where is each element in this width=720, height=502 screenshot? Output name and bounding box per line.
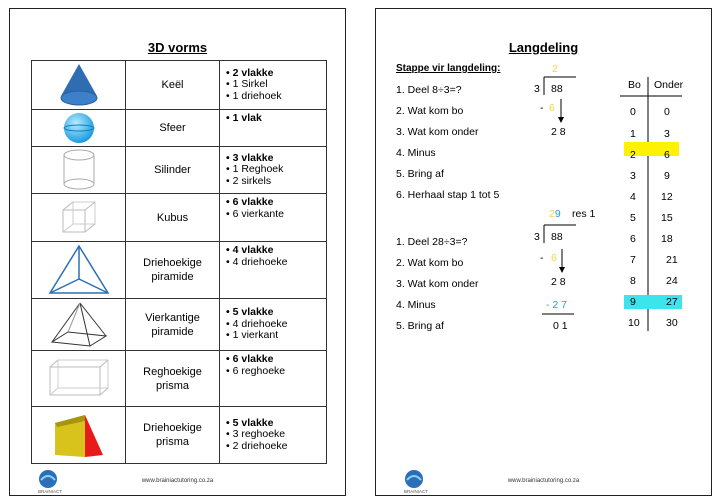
property-item: • 5 vlakke	[226, 418, 326, 430]
property-item: • 1 Sirkel	[226, 79, 326, 91]
property-item: • 4 driehoeke	[226, 319, 326, 331]
quotient	[549, 208, 561, 220]
square-pyramid-icon	[32, 299, 126, 351]
property-item: • 6 reghoeke	[226, 366, 326, 378]
subtraction-line	[542, 312, 576, 316]
shape-properties	[220, 61, 327, 110]
property-item: • 3 reghoeke	[226, 429, 326, 441]
minus-sign: -	[540, 102, 544, 114]
bo-value: 0	[630, 106, 636, 118]
logo-text: BRAINIACT	[404, 489, 429, 494]
page-title: Langdeling	[508, 40, 579, 55]
step-item: 6. Herhaal stap 1 tot 5	[396, 189, 500, 201]
property-item: • 2 vlakke	[226, 68, 326, 80]
step-item: 2. Wat kom bo	[396, 257, 464, 269]
shape-properties	[220, 194, 327, 242]
bo-value: 5	[630, 212, 636, 224]
cube-icon	[32, 194, 126, 242]
bo-value: 6	[630, 233, 636, 245]
onder-value: 27	[666, 296, 678, 308]
onder-value: 3	[664, 128, 670, 140]
right-worksheet	[375, 8, 712, 496]
page-title: 3D vorms	[147, 40, 208, 55]
shape-properties	[220, 242, 327, 299]
result-value: 0 1	[553, 320, 568, 332]
property-item: • 1 driehoek	[226, 91, 326, 103]
triangular-pyramid-icon	[32, 242, 126, 299]
divisor: 3	[534, 83, 540, 95]
bo-value: 3	[630, 170, 636, 182]
step-item: 4. Minus	[396, 299, 436, 311]
footer-url: www.brainiactutoring.co.za	[507, 478, 580, 484]
property-item: • 6 vierkante	[226, 209, 326, 221]
table-row	[32, 61, 327, 110]
minus-sign: -	[540, 252, 544, 264]
bo-value: 8	[630, 275, 636, 287]
subtract-value: 6	[551, 252, 557, 264]
step-item: 2. Wat kom bo	[396, 105, 464, 117]
bo-value: 1	[630, 128, 636, 140]
bo-value: 10	[628, 317, 640, 329]
shape-name: Kubus	[126, 194, 220, 242]
quotient-digit: 2	[552, 63, 558, 75]
bo-value: 9	[630, 296, 636, 308]
remainder: res 1	[572, 208, 596, 220]
onder-value: 12	[661, 191, 673, 203]
shape-properties	[220, 407, 327, 464]
property-item: • 1 vlak	[226, 113, 326, 125]
rectangular-prism-icon	[32, 351, 126, 407]
shape-properties	[220, 351, 327, 407]
step-item: 5. Bring af	[396, 168, 444, 180]
triangular-prism-icon	[32, 407, 126, 464]
column-header-onder: Onder	[654, 79, 684, 91]
divisor: 3	[534, 231, 540, 243]
onder-value: 24	[666, 275, 678, 287]
logo-text: BRAINIACT	[38, 489, 63, 494]
step-item: 3. Wat kom onder	[396, 126, 479, 138]
onder-value: 0	[664, 106, 670, 118]
bring-down-arrow-icon	[556, 99, 566, 125]
shape-name: Silinder	[126, 147, 220, 194]
property-item: • 1 Reghoek	[226, 164, 326, 176]
shapes-table	[31, 60, 327, 464]
property-item: • 2 driehoeke	[226, 441, 326, 453]
onder-value: 9	[664, 170, 670, 182]
onder-value: 15	[661, 212, 673, 224]
table-header-line	[620, 94, 684, 98]
dividend: 88	[551, 231, 563, 243]
shape-name: Sfeer	[126, 110, 220, 147]
property-item: • 2 sirkels	[226, 176, 326, 188]
onder-value: 18	[661, 233, 673, 245]
cone-icon	[32, 61, 126, 110]
shape-name: Reghoekige prisma	[126, 351, 220, 407]
left-worksheet	[9, 8, 346, 496]
dividend: 88	[551, 83, 563, 95]
bo-value: 7	[630, 254, 636, 266]
table-row	[32, 147, 327, 194]
quotient-digit: 9	[554, 208, 561, 220]
under-value: 2 8	[551, 126, 566, 138]
footer-url: www.brainiactutoring.co.za	[141, 478, 214, 484]
column-header-bo: Bo	[628, 79, 641, 91]
step-item: 3. Wat kom onder	[396, 278, 479, 290]
table-row	[32, 407, 327, 464]
shape-name: Driehoekige prisma	[126, 407, 220, 464]
bring-down-arrow-icon	[557, 249, 567, 275]
property-item: • 4 vlakke	[226, 245, 326, 257]
subtract-value: 6	[549, 102, 555, 114]
onder-value: 30	[666, 317, 678, 329]
shape-properties	[220, 110, 327, 147]
table-row	[32, 194, 327, 242]
table-row	[32, 299, 327, 351]
property-item: • 6 vlakke	[226, 197, 326, 209]
sphere-icon	[32, 110, 126, 147]
table-row	[32, 351, 327, 407]
step-item: 5. Bring af	[396, 320, 444, 332]
step-item: 1. Deel 28÷3=?	[396, 236, 468, 248]
shape-properties	[220, 299, 327, 351]
minus-value: - 2 7	[546, 299, 568, 311]
onder-value: 6	[664, 149, 670, 161]
shape-name: Driehoekige piramide	[126, 242, 220, 299]
property-item: • 4 driehoeke	[226, 257, 326, 269]
step-item: 4. Minus	[396, 147, 436, 159]
shape-properties	[220, 147, 327, 194]
property-item: • 6 vlakke	[226, 354, 326, 366]
property-item: • 3 vlakke	[226, 153, 326, 165]
steps-heading: Stappe vir langdeling:	[396, 63, 501, 74]
table-row	[32, 242, 327, 299]
onder-value: 21	[666, 254, 678, 266]
under-value: 2 8	[551, 276, 566, 288]
bo-value: 4	[630, 191, 636, 203]
property-item: • 5 vlakke	[226, 307, 326, 319]
table-row	[32, 110, 327, 147]
shape-name: Keël	[126, 61, 220, 110]
shape-name: Vierkantige piramide	[126, 299, 220, 351]
quotient-digit: 2	[549, 208, 555, 220]
bo-value: 2	[630, 149, 636, 161]
property-item: • 1 vierkant	[226, 330, 326, 342]
step-item: 1. Deel 8÷3=?	[396, 84, 462, 96]
cylinder-icon	[32, 147, 126, 194]
